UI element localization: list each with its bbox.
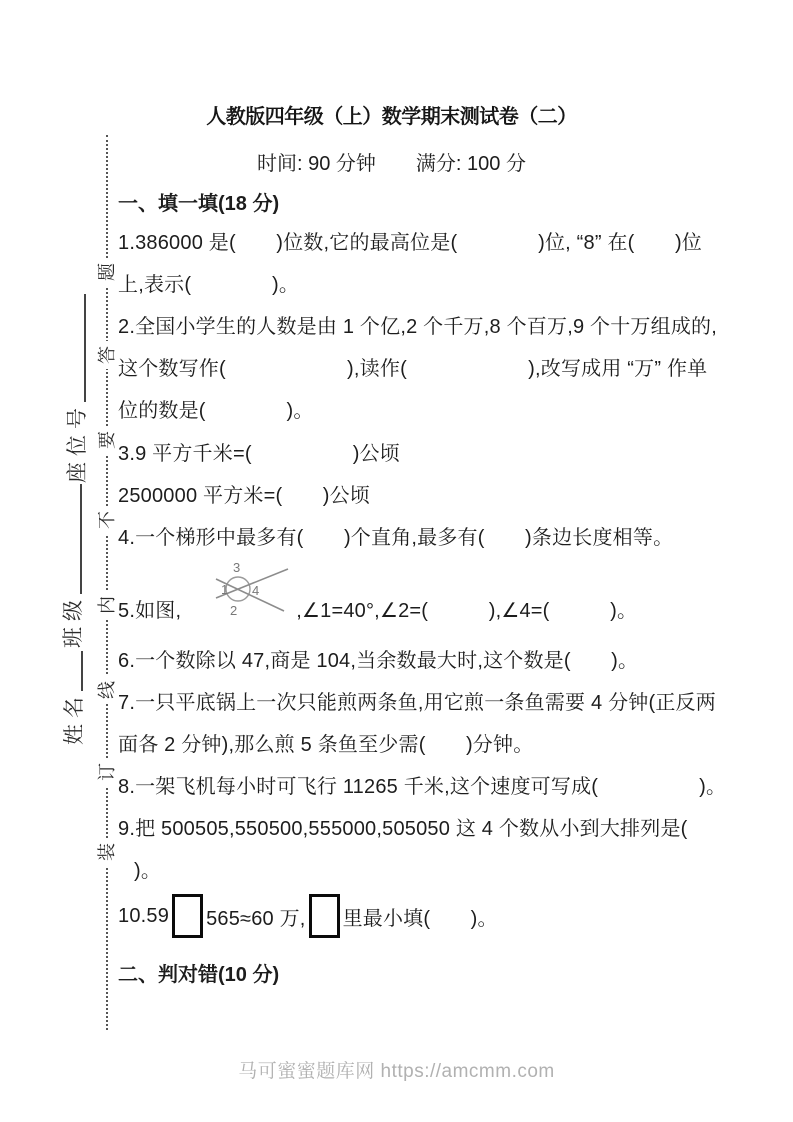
question-10-part-1: 10.59 bbox=[118, 904, 170, 927]
binding-char: 答 bbox=[94, 341, 120, 369]
question-3-line-1: 3.9 平方千米=( )公顷 bbox=[118, 443, 400, 465]
exam-time-score: 时间: 90 分钟 满分: 100 分 bbox=[257, 153, 526, 175]
binding-char: 内 bbox=[94, 591, 120, 619]
section-heading-true-false: 二、判对错(10 分) bbox=[118, 964, 280, 986]
angle-label-1: 1 bbox=[221, 582, 229, 597]
question-6-line: 6.一个数除以 47,商是 104,当余数最大时,这个数是( )。 bbox=[118, 650, 639, 672]
binding-char: 线 bbox=[94, 676, 120, 704]
answer-box-2 bbox=[309, 894, 340, 938]
class-label bbox=[57, 480, 87, 648]
angle-label-2: 2 bbox=[230, 603, 238, 618]
question-10-part-2: 565≈60 万, bbox=[206, 907, 306, 930]
question-10-row bbox=[118, 893, 498, 939]
question-2-line-3: 位的数是( )。 bbox=[118, 400, 314, 422]
question-5-prefix: 5.如图, bbox=[118, 600, 182, 622]
binding-char: 题 bbox=[94, 258, 120, 286]
seat-number-fill-line bbox=[84, 294, 86, 402]
question-1-line-1: 1.386000 是( )位数,它的最高位是( )位, “8” 在( )位 bbox=[118, 232, 703, 254]
question-5-row bbox=[118, 556, 637, 628]
footer-credit: 马可蜜蜜题库网 https://amcmm.com bbox=[238, 1061, 555, 1082]
binding-char: 不 bbox=[94, 506, 120, 534]
section-heading-fill-in: 一、填一填(18 分) bbox=[118, 193, 280, 215]
angle-label-4: 4 bbox=[252, 583, 260, 598]
question-1-line-2: 上,表示( )。 bbox=[118, 274, 300, 296]
question-2-line-2: 这个数写作( ),读作( ),改写成用 “万” 作单 bbox=[118, 358, 708, 380]
class-text: 班级 bbox=[62, 594, 85, 648]
seat-number-label bbox=[61, 293, 91, 483]
crossing-lines-angle-figure bbox=[214, 556, 296, 628]
seat-number-text: 座位号 bbox=[66, 402, 89, 483]
question-4-line: 4.一个梯形中最多有( )个直角,最多有( )条边长度相等。 bbox=[118, 527, 674, 549]
question-7-line-1: 7.一只平底锅上一次只能煎两条鱼,用它煎一条鱼需要 4 分钟(正反两 bbox=[118, 692, 716, 714]
question-9-line-2: )。 bbox=[134, 860, 162, 882]
question-5-suffix: ,∠1=40°,∠2=( ),∠4=( )。 bbox=[296, 600, 638, 622]
question-9-line-1: 9.把 500505,550500,555000,505050 这 4 个数从小到大排列是( bbox=[118, 818, 688, 840]
question-10-part-3: 里最小填( )。 bbox=[342, 907, 498, 930]
name-label bbox=[58, 649, 88, 745]
binding-char: 订 bbox=[94, 758, 120, 786]
question-7-line-2: 面各 2 分钟),那么煎 5 条鱼至少需( )分钟。 bbox=[118, 734, 534, 756]
question-2-line-1: 2.全国小学生的人数是由 1 个亿,2 个千万,8 个百万,9 个十万组成的, bbox=[118, 316, 717, 338]
name-fill-line bbox=[81, 651, 83, 691]
class-fill-line bbox=[80, 484, 82, 594]
binding-char: 要 bbox=[94, 426, 120, 454]
binding-char: 装 bbox=[94, 838, 120, 866]
page-title: 人教版四年级（上）数学期末测试卷（二） bbox=[206, 106, 577, 128]
answer-box-1 bbox=[172, 894, 203, 938]
question-8-line: 8.一架飞机每小时可飞行 11265 千米,这个速度可写成( )。 bbox=[118, 776, 727, 798]
question-3-line-2: 2500000 平方米=( )公顷 bbox=[118, 485, 371, 507]
angle-label-3: 3 bbox=[233, 560, 241, 575]
name-text: 姓名 bbox=[63, 691, 86, 745]
